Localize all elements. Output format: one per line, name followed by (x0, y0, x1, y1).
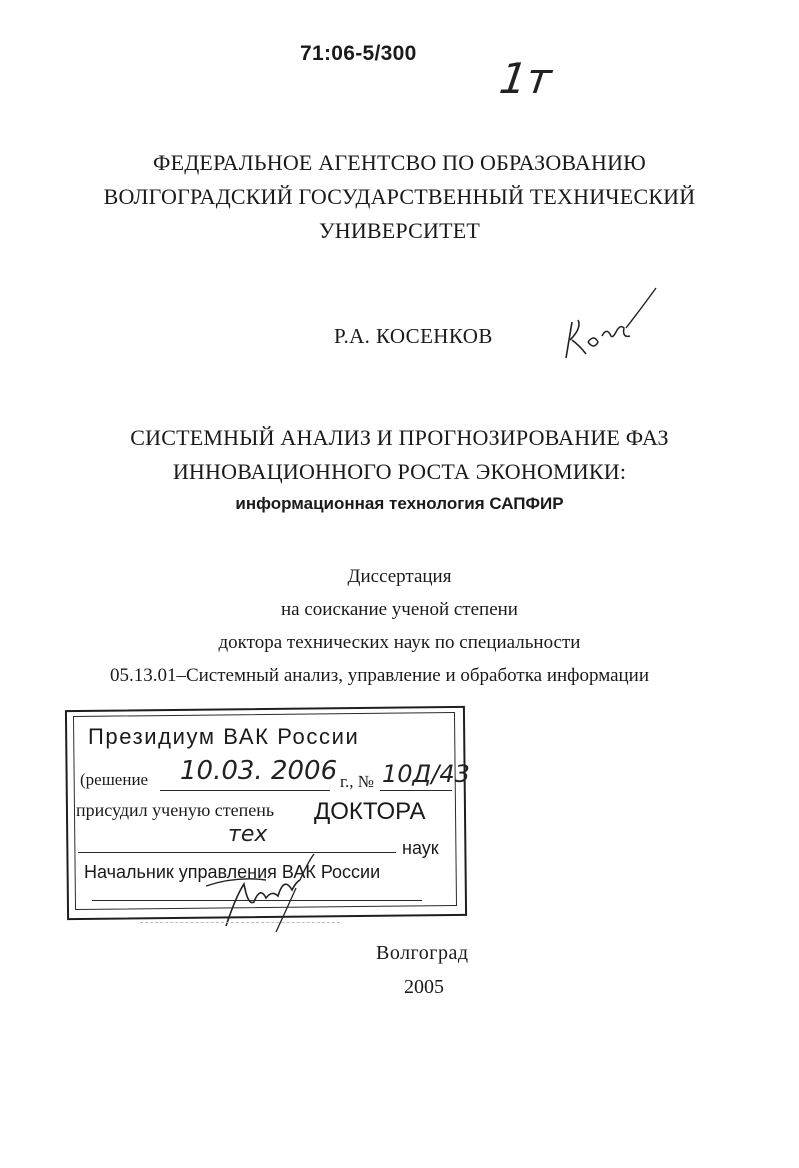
stamp-decision-number: 10Д/43 (382, 760, 470, 788)
stamp-date-underline (160, 790, 330, 791)
dissertation-label: Диссертация (347, 566, 452, 587)
stamp-sciences-label: наук (402, 838, 439, 858)
handwritten-mark: 1т (496, 54, 555, 103)
stamp-science-field: тех (228, 822, 268, 847)
degree-purpose: на соискание ученой степени (281, 599, 518, 620)
work-title-line2: ИННОВАЦИОННОГО РОСТА ЭКОНОМИКИ: (172, 459, 627, 484)
specialty-code: 05.13.01–Системный анализ, управление и обработка информации (109, 665, 650, 686)
archive-code: 71:06-5/300 (300, 42, 417, 65)
degree-field: доктора технических наук по специальности (218, 632, 581, 653)
stamp-degree: ДОКТОРА (314, 798, 426, 825)
work-title-line1: СИСТЕМНЫЙ АНАЛИЗ И ПРОГНОЗИРОВАНИЕ ФАЗ (130, 425, 669, 450)
year: 2005 (404, 976, 444, 998)
university-name-line1: ВОЛГОГРАДСКИЙ ГОСУДАРСТВЕННЫЙ ТЕХНИЧЕСКИЙ (103, 184, 696, 209)
print-artifact (140, 922, 340, 923)
university-name-line2: УНИВЕРСИТЕТ (318, 218, 481, 243)
work-subtitle: информационная технология САПФИР (235, 494, 564, 513)
stamp-title: Президиум ВАК России (88, 724, 360, 749)
stamp-number-underline (380, 790, 452, 791)
stamp-decision-label: (решение (80, 770, 149, 789)
author-signature-icon (548, 270, 668, 370)
stamp-year-suffix: г., № (340, 772, 375, 791)
agency-name: ФЕДЕРАЛЬНОЕ АГЕНТСВО ПО ОБРАЗОВАНИЮ (153, 150, 646, 175)
stamp-decision-date: 10.03. 2006 (180, 756, 338, 786)
stamp-awarded-text: присудил ученую степень (76, 800, 275, 820)
stamp-official-title: Начальник управления ВАК России (84, 862, 381, 882)
city: Волгоград (376, 942, 469, 964)
author-name: Р.А. КОСЕНКОВ (334, 324, 493, 348)
